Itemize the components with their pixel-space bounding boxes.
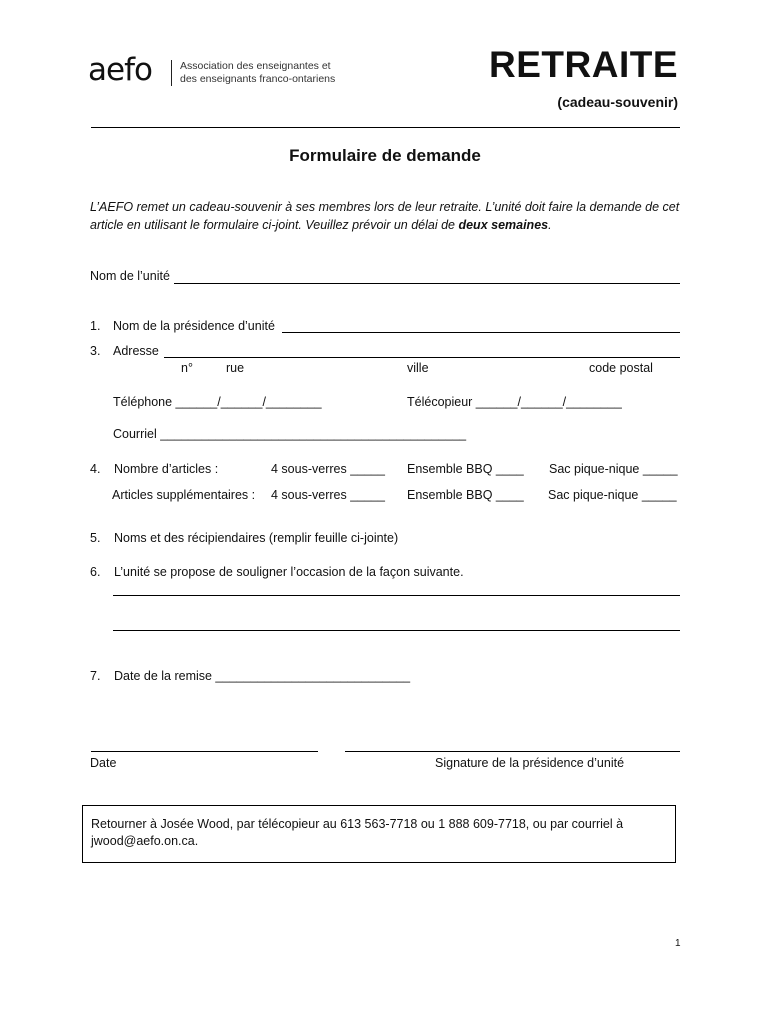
org-name-line2: des enseignants franco-ontariens <box>180 73 336 85</box>
logo-divider <box>171 60 172 86</box>
q1-label: Nom de la présidence d’unité <box>113 319 275 333</box>
extra-bbq-qty-field[interactable]: Ensemble BBQ ____ <box>407 488 524 502</box>
q5-label: Noms et des récipiendaires (remplir feuille ci-jointe) <box>114 531 399 545</box>
address-street-caption: rue <box>226 361 245 375</box>
extra-coasters-qty-field[interactable]: 4 sous-verres _____ <box>271 488 385 502</box>
page-number: 1 <box>675 938 681 949</box>
q4-number: 4. <box>90 462 101 476</box>
q4-label: Nombre d’articles : <box>114 462 219 476</box>
address-no-caption: n° <box>181 361 193 375</box>
header-rule <box>91 127 680 128</box>
date-caption: Date <box>90 756 117 770</box>
fax-field[interactable]: Télécopieur ______/______/________ <box>407 395 622 409</box>
bbq-qty-field[interactable]: Ensemble BBQ ____ <box>407 462 524 476</box>
coasters-qty-field[interactable]: 4 sous-verres _____ <box>271 462 385 476</box>
president-name-field[interactable] <box>282 332 680 333</box>
q7-number: 7. <box>90 669 101 683</box>
intro-bold: deux semaines <box>458 218 549 232</box>
president-signature-line[interactable] <box>345 751 680 752</box>
return-instructions-text: Retourner à Josée Wood, par télécopieur au 613 563-7718 ou 1 888 609-7718, ou par courriel à jwood@aefo.on.ca. <box>91 817 624 848</box>
email-field[interactable]: Courriel ____________________________________________ <box>113 427 467 441</box>
address-field[interactable] <box>164 357 680 358</box>
unit-name-label: Nom de l’unité <box>90 269 170 283</box>
q6-label: L’unité se propose de souligner l’occasion de la façon suivante. <box>114 565 464 579</box>
signature-caption: Signature de la présidence d’unité <box>435 756 625 770</box>
q6-number: 6. <box>90 565 101 579</box>
page-title: RETRAITE <box>489 44 678 85</box>
page-subtitle: (cadeau-souvenir) <box>557 94 678 110</box>
intro-end: . <box>548 218 552 232</box>
occasion-line-2[interactable] <box>113 630 680 631</box>
form-heading: Formulaire de demande <box>289 146 481 165</box>
aefo-logo: aefo <box>88 52 152 88</box>
unit-name-field[interactable] <box>174 283 680 284</box>
extra-items-label: Articles supplémentaires : <box>112 488 256 502</box>
q5-number: 5. <box>90 531 101 545</box>
picnic-bag-qty-field[interactable]: Sac pique-nique _____ <box>549 462 678 476</box>
phone-field[interactable]: Téléphone ______/______/________ <box>113 395 322 409</box>
date-signature-line[interactable] <box>91 751 318 752</box>
address-city-caption: ville <box>407 361 429 375</box>
delivery-date-field[interactable]: Date de la remise ____________________________ <box>114 669 411 683</box>
return-instructions-box <box>82 805 676 863</box>
intro-paragraph <box>90 198 680 234</box>
extra-picnic-bag-qty-field[interactable]: Sac pique-nique _____ <box>548 488 677 502</box>
intro-text: L’AEFO remet un cadeau-souvenir à ses membres lors de leur retraite. L’unité doit faire la demande de cet article en utilisant le formulaire ci-joint. Veuillez prévoir un délai de <box>90 200 680 232</box>
occasion-line-1[interactable] <box>113 595 680 596</box>
q1-number: 1. <box>90 319 101 333</box>
org-name-line1: Association des enseignantes et <box>180 60 331 72</box>
address-postal-caption: code postal <box>589 361 653 375</box>
q3-label: Adresse <box>113 344 159 358</box>
q3-number: 3. <box>90 344 101 358</box>
